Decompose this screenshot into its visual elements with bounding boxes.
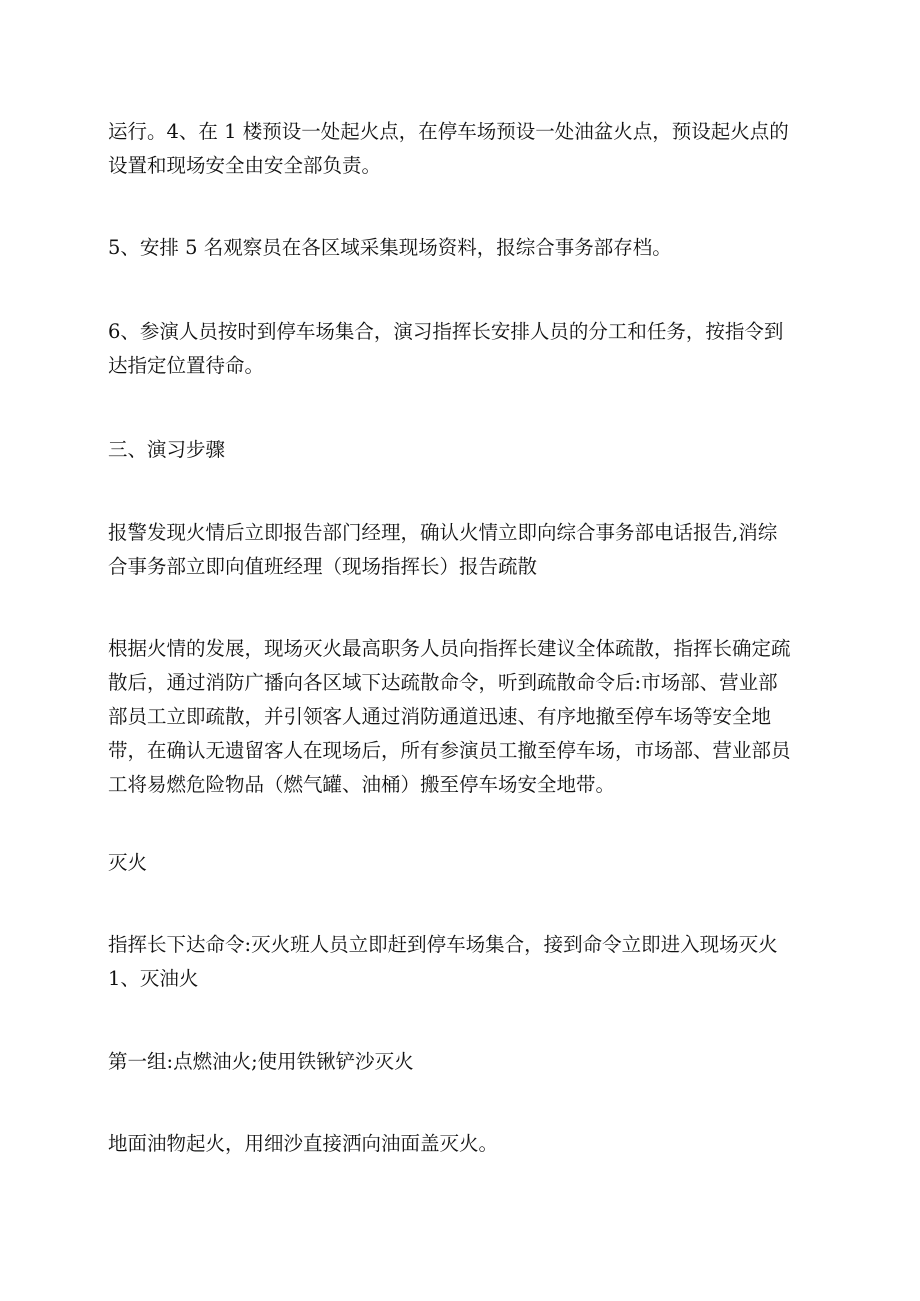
text-line: 达指定位置待命。 xyxy=(108,354,265,377)
text-line: 第一组:点燃油火;使用铁锹铲沙灭火 xyxy=(108,1050,414,1073)
heading-line: 三、演习步骤 xyxy=(108,438,226,461)
section-heading-drill-steps xyxy=(108,433,818,467)
text-line: 带，在确认无遗留客人在现场后，所有参演员工撤至停车场，市场部、营业部员 xyxy=(108,739,791,762)
section-heading-extinguish xyxy=(108,846,818,880)
text-line: 6、参演人员按时到停车场集合，演习指挥长安排人员的分工和任务，按指令到 xyxy=(108,320,784,343)
text-line: 指挥长下达命令:灭火班人员立即赶到停车场集合，接到命令立即进入现场灭火 xyxy=(108,933,778,956)
text-line: 运行。4、在 1 楼预设一处起火点，在停车场预设一处油盆火点，预设起火点的 xyxy=(108,120,789,143)
paragraph-observers xyxy=(108,231,818,265)
text-line: 设置和现场安全由安全部负责。 xyxy=(108,154,382,177)
paragraph-fire-point-setup xyxy=(108,115,818,183)
text-line: 根据火情的发展，现场灭火最高职务人员向指挥长建议全体疏散，指挥长确定疏 xyxy=(108,637,791,660)
text-line: 5、安排 5 名观察员在各区域采集现场资料，报综合事务部存档。 xyxy=(108,236,672,259)
text-line: 部员工立即疏散，并引领客人通过消防通道迅速、有序地撤至停车场等安全地 xyxy=(108,705,772,728)
paragraph-oil-fire xyxy=(108,1127,818,1161)
paragraph-group-one xyxy=(108,1045,818,1079)
paragraph-assembly xyxy=(108,315,818,383)
text-line: 地面油物起火，用细沙直接洒向油面盖灭火。 xyxy=(108,1132,499,1155)
text-line: 合事务部立即向值班经理（现场指挥长）报告疏散 xyxy=(108,555,538,578)
text-line: 报警发现火情后立即报告部门经理，确认火情立即向综合事务部电话报告,消综 xyxy=(108,521,778,544)
text-line: 1、灭油火 xyxy=(108,967,199,990)
text-line: 散后，通过消防广播向各区域下达疏散命令，听到疏散命令后:市场部、营业部 xyxy=(108,671,778,694)
paragraph-command xyxy=(108,928,818,996)
text-line: 工将易燃危险物品（燃气罐、油桶）搬至停车场安全地带。 xyxy=(108,773,616,796)
paragraph-alarm-report xyxy=(108,516,818,584)
paragraph-evacuation xyxy=(108,632,818,802)
heading-line: 灭火 xyxy=(108,851,148,874)
